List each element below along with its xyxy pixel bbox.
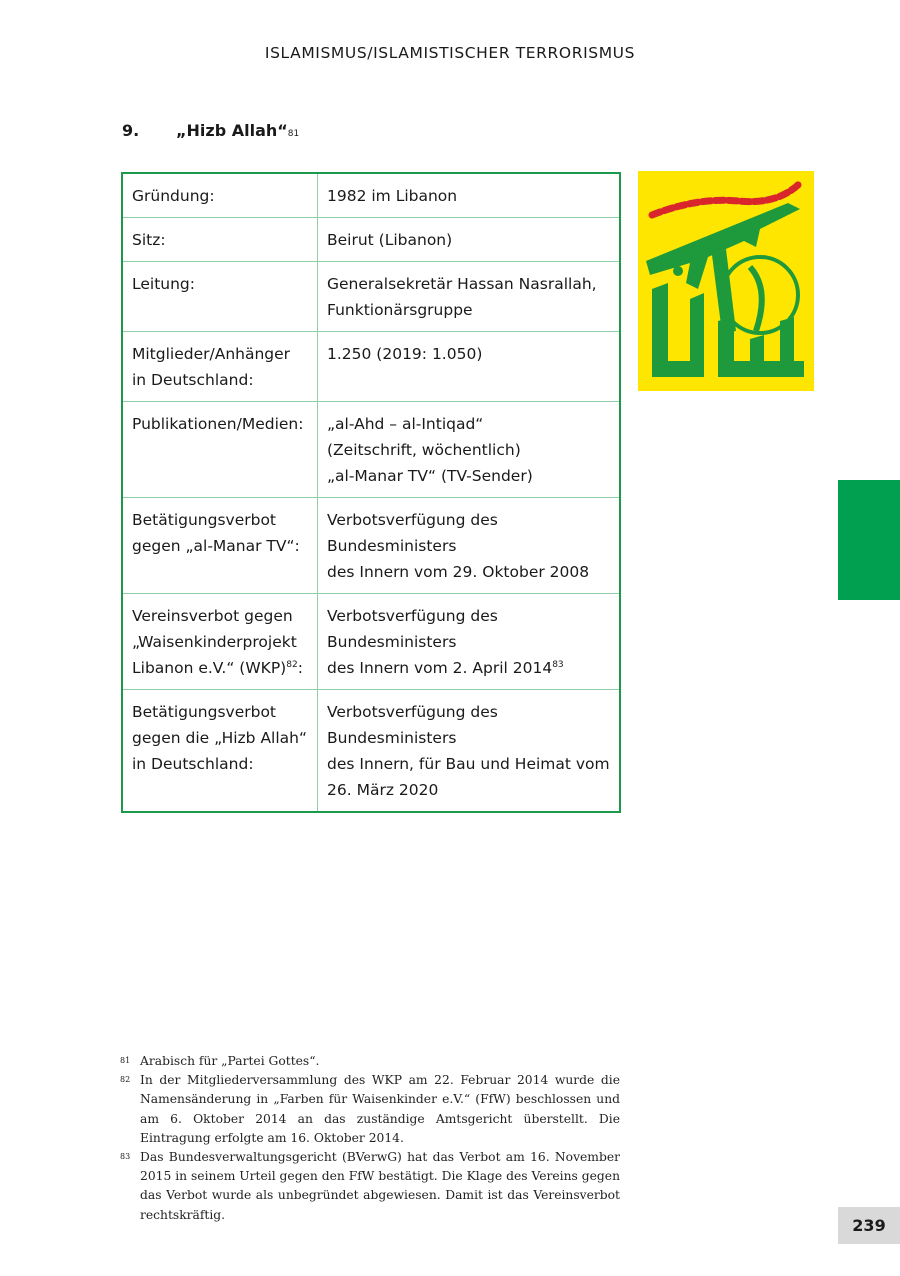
footnote xyxy=(120,1071,620,1148)
footnotes xyxy=(120,1052,620,1225)
page-number: 239 xyxy=(838,1207,900,1244)
table-row xyxy=(122,173,620,218)
row-value: 1982 im Libanon xyxy=(318,173,621,218)
running-header: ISLAMISMUS/ISLAMISTISCHER TERRORISMUS xyxy=(264,44,636,62)
row-label: Gründung: xyxy=(122,173,318,218)
footnote-number: 82 xyxy=(120,1075,131,1085)
table-row xyxy=(122,594,620,690)
row-label: Sitz: xyxy=(122,218,318,262)
table-row xyxy=(122,332,620,402)
footnote-number: 83 xyxy=(120,1152,131,1162)
footnote-text: Das Bundesverwaltungsgericht (BVerwG) hat das Verbot am 16. November 2015 in seinem Urteil gegen den FfW bestätigt. Die Klage des Vereins gegen das Verbot wurde als unbegründet abgewiesen. Damit ist das Vereinsverbot rechtskräftig. xyxy=(140,1150,620,1222)
table-row xyxy=(122,402,620,498)
row-label: Publikationen/Medien: xyxy=(122,402,318,498)
row-label: Mitglieder/Anhänger in Deutschland: xyxy=(122,332,318,402)
row-value: 1.250 (2019: 1.050) xyxy=(318,332,621,402)
row-label: Betätigungsverbot gegen „al-Manar TV“: xyxy=(122,498,318,594)
footnote-ref[interactable]: 83 xyxy=(552,659,564,670)
section-heading: 9. „Hizb Allah“ 81 xyxy=(122,121,300,140)
row-value: Verbotsverfügung des Bundesministers des Innern vom 29. Oktober 2008 xyxy=(318,498,621,594)
table-row xyxy=(122,218,620,262)
footnote xyxy=(120,1052,620,1071)
footnote-text: In der Mitgliederversammlung des WKP am 22. Februar 2014 wurde die Namensänderung in „Farben für Waisenkinder e.V.“ (FfW) beschlossen und am 6. Oktober 2014 an das zuständige Amtsgericht überstellt. Die Eintragung erfolgte am 16. Oktober 2014. xyxy=(140,1073,620,1145)
row-value: Beirut (Libanon) xyxy=(318,218,621,262)
hezbollah-flag-icon xyxy=(638,171,814,391)
section-title: „Hizb Allah“ xyxy=(176,121,288,140)
row-label: Vereinsverbot gegen „Waisenkinderprojekt Libanon e.V.“ (WKP)$^{82}$: xyxy=(122,594,318,690)
fact-table xyxy=(121,172,621,813)
table-row xyxy=(122,498,620,594)
row-value: „al-Ahd – al-Intiqad“ (Zeitschrift, wöchentlich) „al-Manar TV“ (TV-Sender) xyxy=(318,402,621,498)
footnote-text: Arabisch für „Partei Gottes“. xyxy=(140,1054,320,1068)
row-label: Betätigungsverbot gegen die „Hizb Allah“ in Deutschland: xyxy=(122,690,318,813)
table-row xyxy=(122,262,620,332)
footnote-ref[interactable]: 82 xyxy=(286,659,298,670)
row-value: Generalsekretär Hassan Nasrallah, Funktionärsgruppe xyxy=(318,262,621,332)
table-row xyxy=(122,690,620,813)
footnote-number: 81 xyxy=(120,1056,131,1065)
row-value: Verbotsverfügung des Bundesministers des Innern vom 2. April 2014$^{83}$ xyxy=(318,594,621,690)
row-value: Verbotsverfügung des Bundesministers des Innern, für Bau und Heimat vom 26. März 2020 xyxy=(318,690,621,813)
row-label: Leitung: xyxy=(122,262,318,332)
chapter-tab xyxy=(838,480,900,600)
section-number: 9. xyxy=(122,121,140,140)
footnote xyxy=(120,1148,620,1225)
